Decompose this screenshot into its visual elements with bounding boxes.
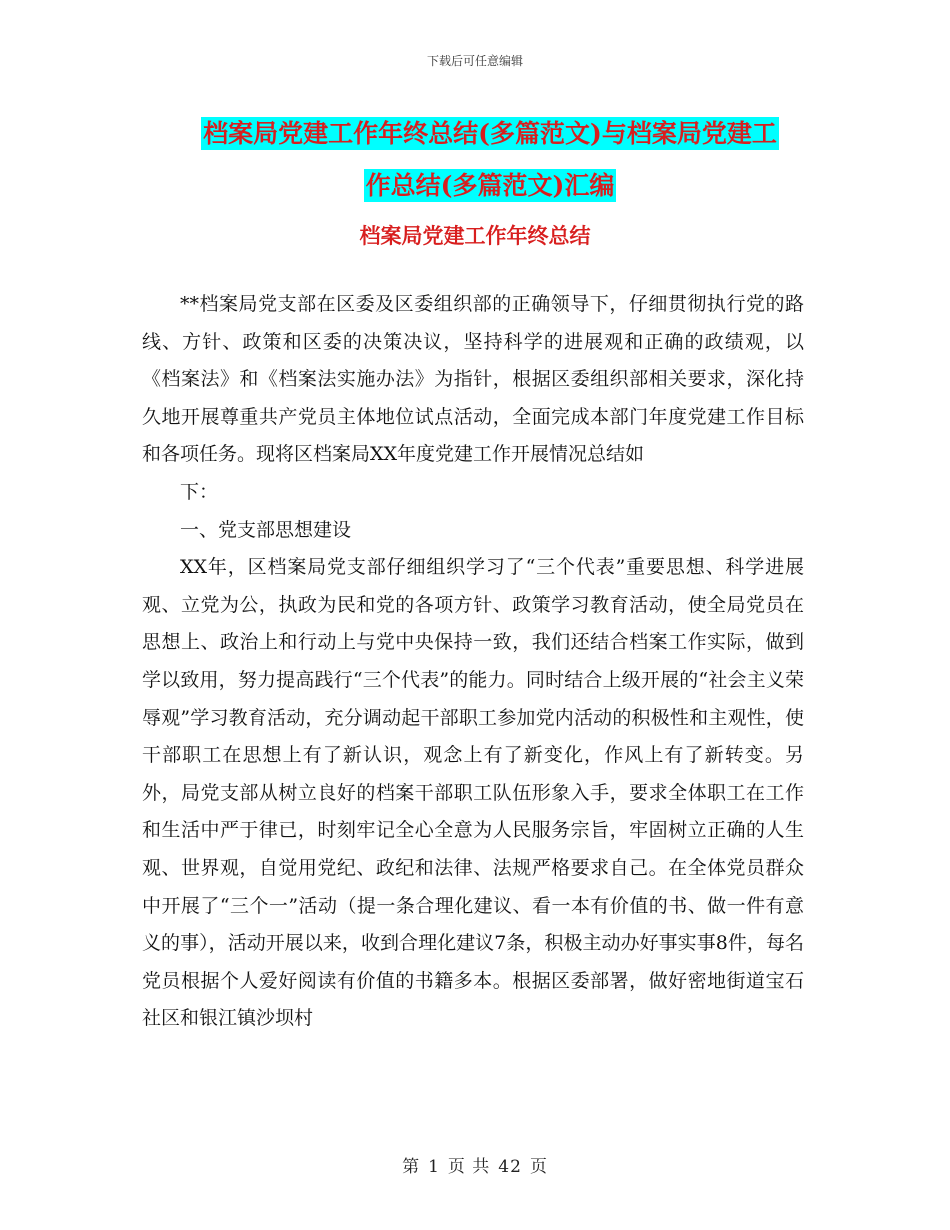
- footer-prefix: 第: [402, 1157, 421, 1177]
- page-footer: [0, 1152, 950, 1177]
- header-note: 下载后可任意编辑: [426, 54, 523, 68]
- paragraph: 下：: [180, 480, 219, 503]
- document-title-line-1: 档案局党建工作年终总结(多篇范文)与档案局党建工: [203, 119, 777, 148]
- paragraph: XX年，区档案局党支部仔细组织学习了“三个代表”重要思想、科学进展观、立党为公，执政为民和党的各项方针、政策学习教育活动，使全局党员在思想上、政治上和行动上与党中央保持一致，我们还结合档案工作实际，做到学以致用，努力提高践行“三个代表”的能力。同时结合上级开展的“社会主义荣辱观”学习教育活动，充分调动起干部职工参加党内活动的积极性和主观性，使干部职工在思想上有了新认识，观念上有了新变化，作风上有了新转变。另外，局党支部从树立良好的档案干部职工队伍形象入手，要求全体职工在工作和生活中严于律已，时刻牢记全心全意为人民服务宗旨，牢固树立正确的人生观、世界观，自觉用党纪、政纪和法律、法规严格要求自己。在全体党员群众中开展了“三个一”活动（提一条合理化建议、看一本有价值的书、做一件有意义的事），活动开展以来，收到合理化建议7条，积极主动办好事实事8件，每名党员根据个人爱好阅读有价值的书籍多本。根据区委部署，做好密地街道宝石社区和银江镇沙坝村: [142, 556, 804, 1030]
- section-title: 档案局党建工作年终总结: [359, 223, 591, 248]
- body-text: [142, 286, 804, 1038]
- document-title-line-2: 作总结(多篇范文)汇编: [365, 171, 615, 200]
- paragraph: **档案局党支部在区委及区委组织部的正确领导下，仔细贯彻执行党的路线、方针、政策和区委的决策决议，坚持科学的进展观和正确的政绩观，以《档案法》和《档案法实施办法》为指针，根据区委组织部相关要求，深化持久地开展尊重共产党员主体地位试点活动，全面完成本部门年度党建工作目标和各项任务。现将区档案局XX年度党建工作开展情况总结如: [142, 293, 804, 466]
- footer-middle: 页 共: [447, 1157, 491, 1177]
- footer-suffix: 页: [529, 1157, 548, 1177]
- footer-page-number: 1: [428, 1157, 440, 1177]
- paragraph-heading: 一、党支部思想建设: [180, 518, 352, 541]
- document-title: [140, 108, 840, 212]
- footer-total-pages: 42: [498, 1157, 522, 1177]
